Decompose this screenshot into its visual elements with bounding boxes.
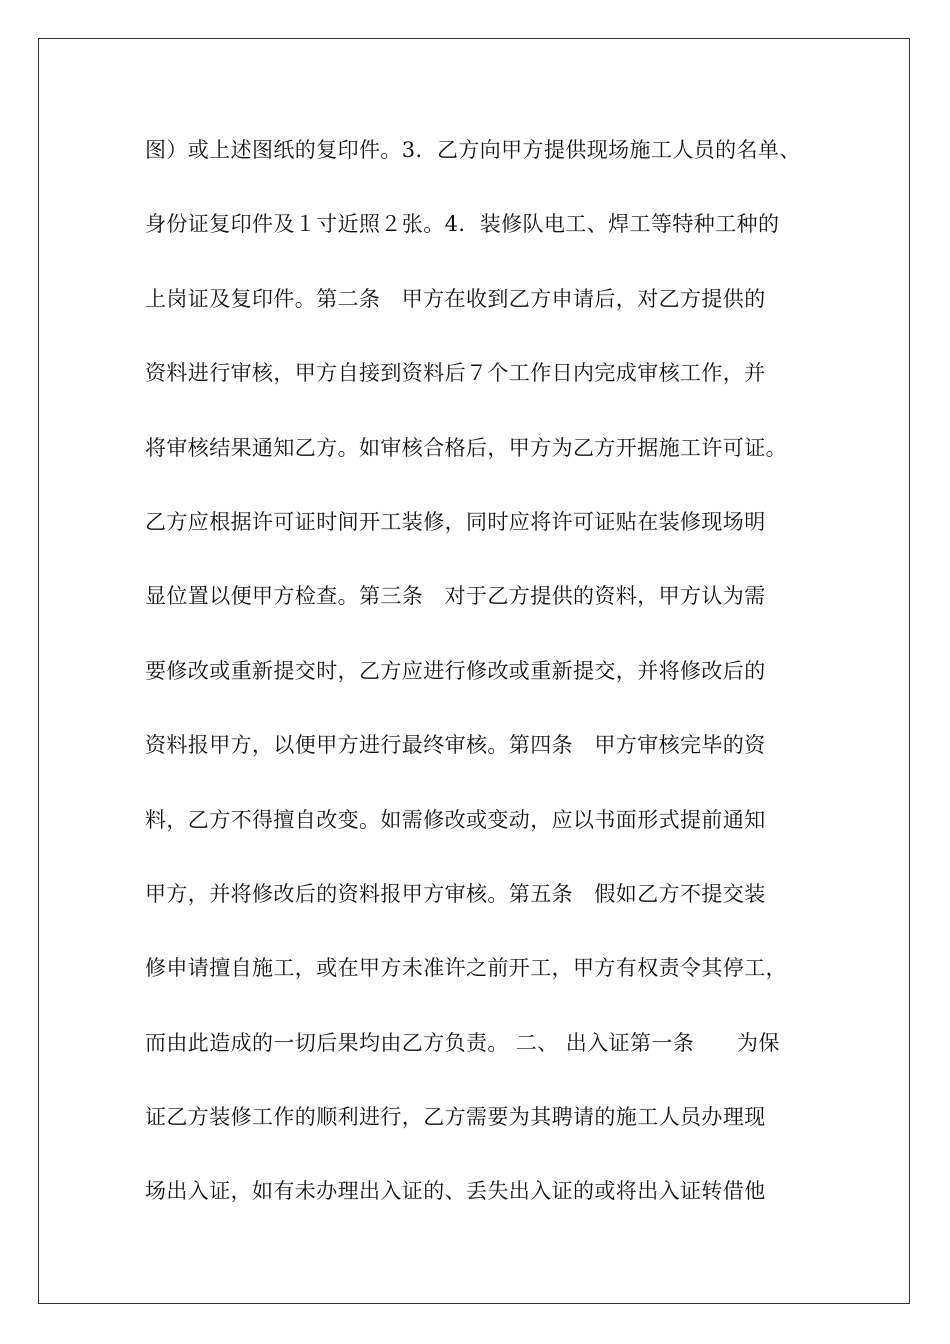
text-line: 资料报甲方，以便甲方进行最终审核。第四条 甲方审核完毕的资 (145, 733, 766, 758)
text-line: 身份证复印件及１寸近照２张。4．装修队电工、焊工等特种工种的 (145, 212, 780, 237)
text-line: 乙方应根据许可证时间开工装修，同时应将许可证贴在装修现场明 (145, 509, 766, 534)
text-line: 上岗证及复印件。第二条 甲方在收到乙方申请后，对乙方提供的 (145, 286, 766, 311)
text-line: 将审核结果通知乙方。如审核合格后，甲方为乙方开据施工许可证。 (145, 435, 787, 460)
text-line: 而由此造成的一切后果均由乙方负责。 二、 出入证第一条 为保 (145, 1030, 780, 1055)
text-line: 修申请擅自施工，或在甲方未准许之前开工，甲方有权责令其停工， (145, 956, 787, 981)
document-body (145, 128, 825, 1244)
text-line: 场出入证，如有未办理出入证的、丢失出入证的或将出入证转借他 (145, 1179, 766, 1204)
text-line: 要修改或重新提交时，乙方应进行修改或重新提交，并将修改后的 (145, 658, 766, 683)
text-line: 料，乙方不得擅自改变。如需修改或变动，应以书面形式提前通知 (145, 807, 766, 832)
text-line: 资料进行审核，甲方自接到资料后７个工作日内完成审核工作，并 (145, 361, 766, 386)
text-line: 证乙方装修工作的顺利进行，乙方需要为其聘请的施工人员办理现 (145, 1105, 766, 1130)
text-line: 显位置以便甲方检查。第三条 对于乙方提供的资料，甲方认为需 (145, 584, 766, 609)
text-line: 甲方，并将修改后的资料报甲方审核。第五条 假如乙方不提交装 (145, 881, 766, 906)
text-line: 图）或上述图纸的复印件。3．乙方向甲方提供现场施工人员的名单、 (145, 138, 801, 162)
